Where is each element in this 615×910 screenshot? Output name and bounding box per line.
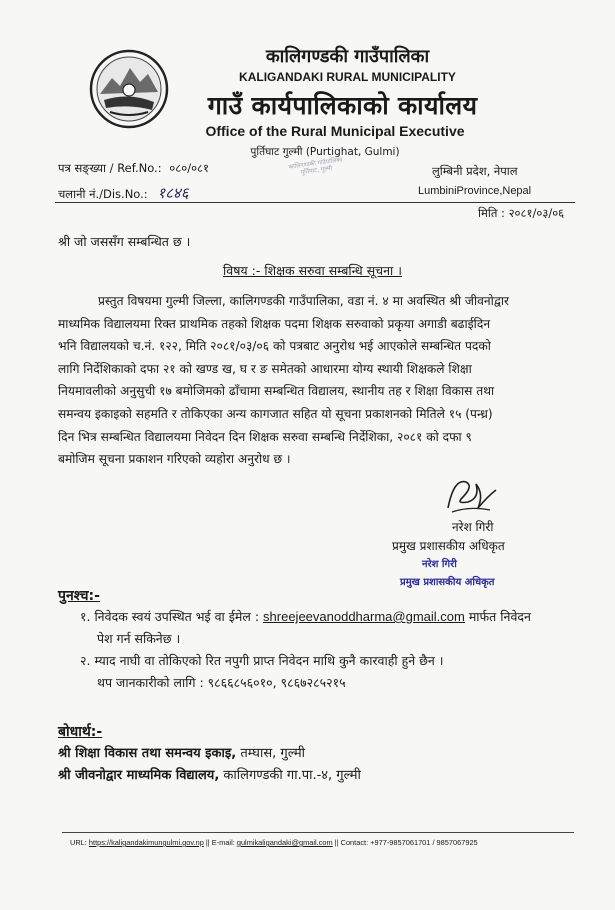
postscript-heading: पुनश्च:- (58, 588, 100, 604)
contact-numbers: थप जानकारीको लागि : ९८६६८५६०१०, ९८६७२८५२१५ (97, 675, 346, 690)
cc-1-address: तम्घास, गुल्मी (240, 746, 305, 761)
body-line: बमोजिम सूचना प्रकाशन गरिएको व्यहोरा अनुरोध छ । (58, 452, 291, 467)
salutation: श्री जो जससँग सम्बन्धित छ । (58, 234, 191, 249)
municipality-name-en: KALIGANDAKI RURAL MUNICIPALITY (239, 70, 456, 84)
letter-date: मिति : २०८१/०३/०६ (478, 206, 565, 220)
header-divider (55, 202, 575, 203)
province-en: LumbiniProvince,Nepal (418, 185, 532, 197)
province-np: लुम्बिनी प्रदेश, नेपाल (432, 164, 518, 178)
note-1-suffix: मार्फत निवेदन (468, 609, 531, 624)
cc-heading: बोधार्थ:- (58, 724, 103, 740)
footer-email-label: || E-mail: (205, 838, 235, 847)
body-line: भनि विद्यालयको च.नं. १२२, मिति २०८१/०३/०६ को पत्रबाट अनुरोध भई आएकोले सम्बन्धित पदको (58, 339, 491, 354)
cc-line-2 (58, 765, 361, 783)
cc-2-name: श्री जीवनोद्वार माध्यमिक विद्यालय, (58, 768, 220, 783)
dis-label: चलानी नं./Dis.No.: (58, 187, 148, 201)
body-line: समन्वय इकाइको सहमति र तोकिएका अन्य कागजात सहित यो सूचना प्रकाशनको मितिले १५ (पन्ध्र) (58, 406, 493, 421)
body-line: प्रस्तुत विषयमा गुल्मी जिल्ला, कालिगण्डकी गाउँपालिका, वडा नं. ४ मा अवस्थित श्री जीवनोद्वार (98, 294, 509, 308)
body-line: नियमावलीको अनुसुची १७ बमोजिमको ढाँचामा सम्बन्धित विद्यालय, स्थानीय तह र शिक्षा विकास तथा (58, 384, 495, 399)
stamp-title: प्रमुख प्रशासकीय अधिकृत (400, 577, 495, 588)
body-line: दिन भित्र सम्बन्धित विद्यालयमा निवेदन दिन शिक्षक सरुवा सम्बन्धि निर्देशिका, २०८१ को दफा ९ (58, 429, 472, 444)
office-address: पुर्तिघाट गुल्मी (Purtighat, Gulmi) (250, 146, 400, 158)
letter-body (58, 290, 578, 471)
footer-email-link[interactable]: gulmikaligandaki@gmail.com (236, 838, 333, 847)
footer-divider (62, 832, 574, 833)
ref-label: पत्र सङ्ख्या / Ref.No.: (58, 161, 162, 175)
office-name-en: Office of the Rural Municipal Executive (205, 123, 465, 139)
footer (70, 838, 570, 847)
office-stamp: कालिगण्डकी गाउँपालिका पुर्तिघाट, गुल्मी (288, 156, 343, 177)
signature-icon (440, 468, 500, 518)
note-1-prefix: १. निवेदक स्वयं उपस्थित भई वा ईमेल : (80, 609, 260, 624)
municipality-name-np: कालिगण्डकी गाउँपालिका (265, 46, 430, 67)
body-line: माध्यमिक विद्यालयमा रिक्त प्राथमिक तहको शिक्षक पदमा शिक्षक सरुवाको प्रकृया अगाडी बढाईदिन (58, 316, 491, 331)
signatory-stamp (400, 556, 550, 594)
dis-value: १८४६ (157, 184, 189, 202)
note-item-1 (80, 608, 531, 625)
cc-line-1 (58, 743, 305, 761)
note-item-2: २. म्याद नाघी वा तोकिएको रित नपुगी प्राप्त निवेदन माथि कुनै कारवाही हुने छैन । (80, 653, 444, 668)
cc-1-name: श्री शिक्षा विकास तथा समन्वय इकाइ, (58, 746, 237, 761)
signatory-title: प्रमुख प्रशासकीय अधिकृत (392, 539, 505, 553)
dispatch-number (58, 183, 189, 203)
signatory-name: नरेश गिरी (452, 520, 494, 534)
stamp-name: नरेश गिरी (422, 559, 457, 570)
subject-line (0, 262, 615, 279)
footer-contact: || Contact: +977-9857061701 / 9857067925 (334, 838, 478, 847)
office-name-np: गाउँ कार्यपालिकाको कार्यालय (207, 91, 478, 120)
body-line: लागि निर्देशिकाको दफा २१ को खण्ड ख, घ र ङ समेतको आधारमा योग्य स्थायी शिक्षकले शिक्षा (58, 361, 472, 376)
ref-number (58, 161, 209, 176)
ref-value: ०८०/०८१ (169, 161, 210, 175)
note-1-email[interactable]: shreejeevanoddharma@gmail.com (263, 609, 465, 624)
footer-url-label: URL: (70, 838, 87, 847)
cc-2-address: कालिगण्डकी गा.पा.-४, गुल्मी (223, 768, 361, 783)
note-1-line2: पेश गर्न सकिनेछ । (97, 631, 181, 646)
subject-text: विषय :- शिक्षक सरुवा सम्बन्धि सूचना । (223, 263, 402, 278)
footer-url-link[interactable]: https://kaligandakimungulmi.gov.np (88, 838, 204, 847)
